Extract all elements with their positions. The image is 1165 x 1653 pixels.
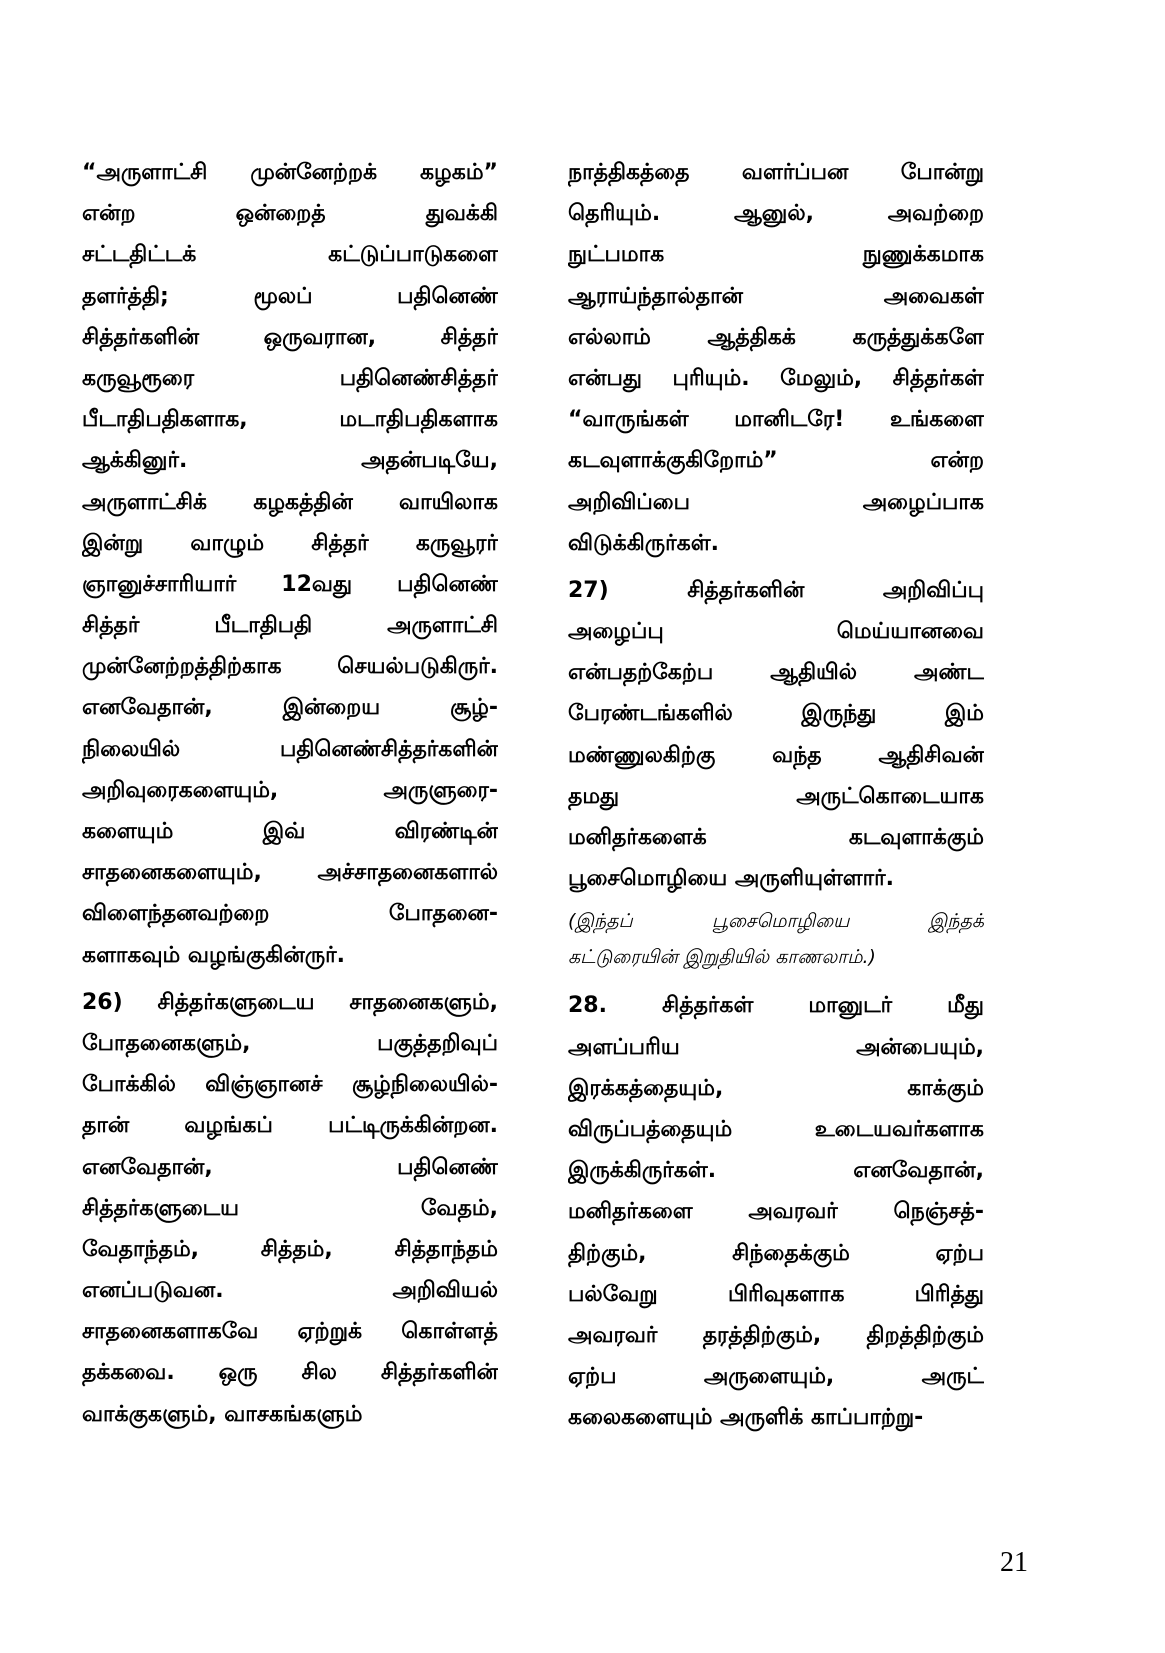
text-line: அளப்பரிய அன்பையும்,	[568, 1034, 984, 1060]
text-line: முன்னேற்றத்திற்காக செயல்படுகிருர்.	[82, 654, 498, 680]
text-line: 26) சித்தர்களுடைய சாதனைகளும்,	[82, 989, 498, 1015]
text-line: தமது அருட்கொடையாக	[568, 783, 984, 809]
text-line: அறிவுரைகளையும், அருளுரை-	[82, 777, 498, 803]
text-line: அறிவிப்பை அழைப்பாக	[568, 489, 984, 515]
text-line: எனவேதான், பதினெண்	[82, 1154, 498, 1180]
text-line: இன்று வாழும் சித்தர் கருவூரர்	[82, 530, 498, 556]
text-line: நுட்பமாக நுணுக்கமாக	[568, 242, 984, 268]
text-line: சித்தர்களுடைய வேதம்,	[82, 1195, 498, 1221]
text-line: அருளாட்சிக் கழகத்தின் வாயிலாக	[82, 489, 498, 515]
text-line: “வாருங்கள் மானிடரே! உங்களை	[568, 407, 984, 433]
text-line: களாகவும் வழங்குகின்ருர்.	[82, 942, 345, 968]
text-line: நிலையில் பதினெண்சித்தர்களின்	[82, 736, 498, 762]
text-line: 27) சித்தர்களின் அறிவிப்பு	[568, 577, 984, 603]
text-line: மண்ணுலகிற்கு வந்த ஆதிசிவன்	[568, 742, 984, 768]
text-line: களையும் இவ் விரண்டின்	[82, 819, 498, 844]
text-line: வேதாந்தம், சித்தம், சித்தாந்தம்	[82, 1236, 498, 1262]
text-line: தெரியும். ஆனுல், அவற்றை	[568, 201, 984, 227]
right-column-paragraphs-top	[568, 152, 984, 899]
text-line: அழைப்பு மெய்யானவை	[568, 619, 984, 645]
text-line: ஆராய்ந்தால்தான் அவைகள்	[568, 283, 984, 309]
text-line: “அருளாட்சி முன்னேற்றக் கழகம்”	[82, 160, 498, 185]
text-line: 28. சித்தர்கள் மானுடர் மீது	[568, 993, 984, 1019]
text-line: கருவூரூரை பதினெண்சித்தர்	[82, 365, 498, 391]
left-text-column	[82, 152, 498, 1435]
text-line: பீடாதிபதிகளாக, மடாதிபதிகளாக	[82, 407, 498, 433]
text-line: பூசைமொழியை அருளியுள்ளார்.	[568, 866, 894, 892]
text-line: இரக்கத்தையும், காக்கும்	[568, 1075, 984, 1101]
text-line: ஏற்ப அருளையும், அருட்	[568, 1364, 984, 1390]
text-line: போக்கில் விஞ்ஞானச் சூழ்நிலையில்-	[82, 1072, 498, 1098]
text-line: எனவேதான், இன்றைய சூழ்-	[82, 695, 498, 721]
text-line: விளைந்தனவற்றை போதனை-	[82, 901, 498, 927]
text-line: வாக்குகளும், வாசகங்களும்	[82, 1401, 363, 1427]
text-line: இருக்கிருர்கள். எனவேதான்,	[568, 1158, 984, 1184]
italic-note	[568, 903, 984, 975]
text-line: தக்கவை. ஒரு சில சித்தர்களின்	[82, 1360, 498, 1386]
text-line: என்ற ஒன்றைத் துவக்கி	[82, 201, 498, 227]
text-line: சாதனைகளையும், அச்சாதனைகளால்	[82, 860, 498, 886]
text-line: ஆக்கினுர். அதன்படியே,	[82, 448, 498, 474]
text-line: பல்வேறு பிரிவுகளாக பிரித்து	[568, 1281, 984, 1307]
text-line: சித்தர் பீடாதிபதி அருளாட்சி	[82, 613, 498, 639]
right-text-column	[568, 152, 984, 1438]
text-line: திற்கும், சிந்தைக்கும் ஏற்ப	[568, 1240, 984, 1266]
text-line: மனிதர்களைக் கடவுளாக்கும்	[568, 825, 984, 850]
text-line: சட்டதிட்டக் கட்டுப்பாடுகளை	[82, 242, 498, 268]
text-line: என்பதற்கேற்ப ஆதியில் அண்ட	[568, 660, 984, 686]
text-line: விடுக்கிருர்கள்.	[568, 530, 719, 556]
text-line: நாத்திகத்தை வளர்ப்பன போன்று	[568, 160, 984, 185]
text-line: கலைகளையும் அருளிக் காப்பாற்று-	[568, 1405, 924, 1431]
text-line: எல்லாம் ஆத்திகக் கருத்துக்களே	[568, 324, 984, 350]
right-column-paragraphs-bottom	[568, 985, 984, 1438]
text-line: (இந்தப் பூசைமொழியை இந்தக்	[568, 910, 984, 933]
text-line: மனிதர்களை அவரவர் நெஞ்சத்-	[568, 1199, 984, 1225]
text-line: போதனைகளும், பகுத்தறிவுப்	[82, 1030, 498, 1056]
text-line: ஞானுச்சாரியார் 12வது பதினெண்	[82, 571, 498, 597]
text-line: கடவுளாக்குகிறோம்” என்ற	[568, 448, 984, 474]
text-line: சாதனைகளாகவே ஏற்றுக் கொள்ளத்	[82, 1319, 498, 1345]
text-line: என்பது புரியும். மேலும், சித்தர்கள்	[568, 365, 984, 391]
text-line: பேரண்டங்களில் இருந்து இம்	[568, 701, 984, 727]
text-line: தான் வழங்கப் பட்டிருக்கின்றன.	[82, 1113, 498, 1139]
text-line: தளர்த்தி; மூலப் பதினெண்	[82, 283, 498, 309]
text-line: எனப்படுவன. அறிவியல்	[82, 1278, 498, 1304]
text-line: விருப்பத்தையும் உடையவர்களாக	[568, 1116, 984, 1142]
text-line: அவரவர் தரத்திற்கும், திறத்திற்கும்	[568, 1322, 984, 1348]
page-number: 21	[1000, 1547, 1028, 1578]
text-line: கட்டுரையின் இறுதியில் காணலாம்.)	[568, 946, 876, 969]
text-line: சித்தர்களின் ஒருவரான, சித்தர்	[82, 324, 498, 350]
